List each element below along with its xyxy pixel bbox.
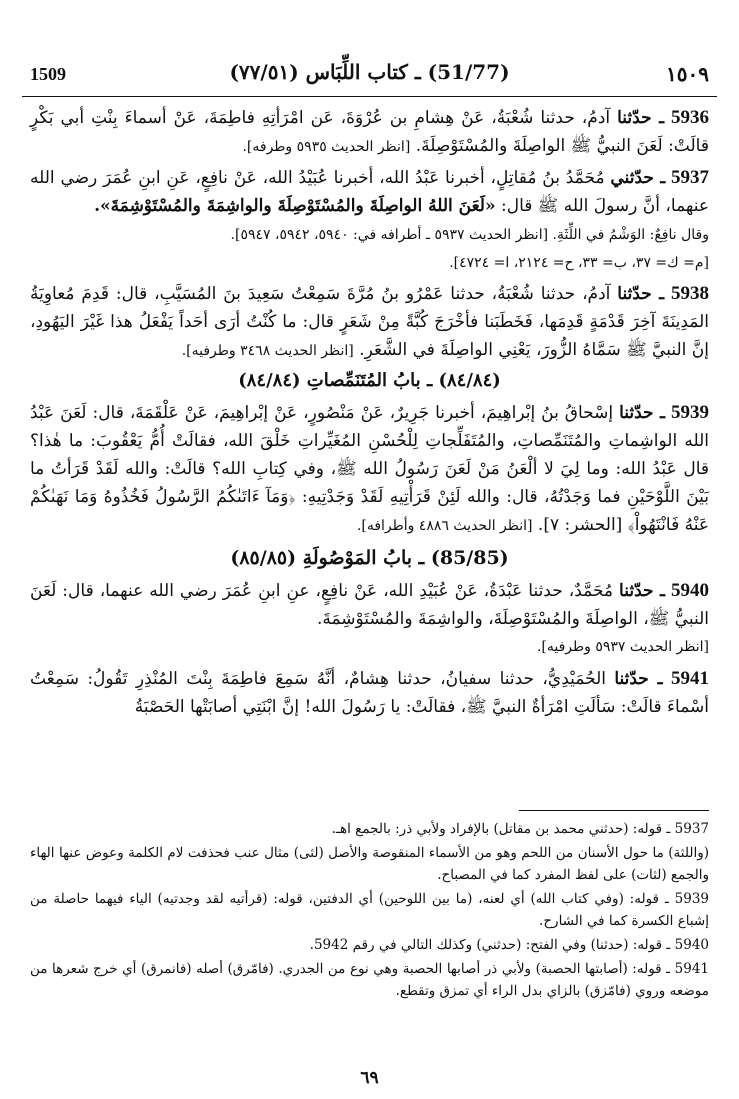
running-title: (51/77) ـ كتاب اللِّبَاس (٧٧/٥١) (229, 60, 510, 84)
footnote: (واللثة) ما حول الأسنان من اللحم وهو من الأسماء المنقوصة والأصل (لثى) مثال عنب فحذفت لام الكلمة وعوض عنها الهاء والجمع (لثات) على لفظ المفرد كما في المصباح. (30, 845, 709, 883)
page-header (22, 56, 717, 96)
footnote: 5937 ـ قوله: (حدثني محمد بن مقاتل) بالإفراد ولأبي ذر: بالجمع اهـ. (331, 821, 709, 837)
hadith-5938: 5938 ـ حدّثنا آدمُ، حدثنا شُعْبَةُ، حدثنا عَمْرُو بنُ مُرَّةَ سَمِعْتُ سَعِيدَ بنَ المُسَيَّبِ، قال: قَدِمَ مُعاوِيَةُ المَدِينَةَ آخِرَ قَدْمَةٍ قَدِمَها، فَخَطَبَنا فأخْرَجَ كُبَّةً مِنْ شَعَرٍ قال: ما كُنْتُ أرَى أحَداً يَفْعَلُ هذا غَيْرَ اليَهُودِ، إنَّ النبيَّ ﷺ سَمَّاهُ الزُّورَ، يَعْنِي الواصِلَةَ في الشَّعَرِ. [انظر الحديث ٣٤٦٨ وطرفيه]. (30, 283, 710, 360)
page-number-latin: 1509 (30, 64, 66, 84)
hadith-5937-note: وقال نافِعٌ: الوَشْمُ في اللِّثَةِ. [انظر الحديث ٥٩٣٧ ـ أطرافه في: ٥٩٤٠، ٥٩٤٢، ٥٩٤٧]. (230, 227, 709, 243)
main-text (30, 104, 709, 725)
header-rule (22, 96, 717, 97)
footnote: 5941 ـ قوله: (أصابتها الحصبة) ولأبي ذر أصابها الحصبة وهي نوع من الجدري. (فامّرق) أصله (فانمرق) أي خرج شعرها من موضعه وروي (فامّزق) بالزاي بدل الراء أي تمزق وتقطع. (30, 961, 709, 999)
footnote: 5940 ـ قوله: (حدثنا) وفي الفتح: (حدثني) وكذلك التالي في رقم 5942. (309, 937, 709, 953)
page-number-arabic: ١٥٠٩ (666, 62, 709, 86)
hadith-5941: 5941 ـ حدّثنا الحُمَيْدِيُّ، حدثنا سفيانُ، حدثنا هِشامٌ، أنَّهُ سَمِعَ فاطِمَةَ بِنْتَ المُنْذِرِ تَقُولُ: سَمِعْتُ أسْماءَ قالَتْ: سَألَتِ امْرَأةٌ النبيَّ ﷺ، فقالَتْ: يا رَسُولَ الله! إنَّ ابْنَتِي أصابَتْها الحَصْبَةُ (30, 668, 710, 717)
hadith-5937-ref: [م= ك= ٣٧، ب= ٣٣، ح= ٢١٢٤، ا= ٤٧٢٤]. (449, 255, 709, 271)
hadith-5939: 5939 ـ حدّثنا إسْحاقُ بنُ إبْراهِيمَ، أخبرنا جَرِيرٌ، عَنْ مَنْصُورٍ، عَنْ إبْراهِيمَ، عَنْ عَلْقَمَةَ، قال: لَعَنَ عَبْدُ الله الواشِماتِ والمُتَنَمِّصاتِ، والمُتَفَلِّجاتِ لِلْحُسْنِ المُغَيِّراتِ خَلْقَ الله، فقالَتْ أُمُّ يَعْقُوبَ: ما هٰذا؟ قال عَبْدُ الله: وما لِيَ لا ألْعَنُ مَنْ لَعَنَ رَسُولُ الله ﷺ، وفي كِتابِ الله؟ قالَتْ: والله لَقَدْ قَرَأتُ ما بَيْنَ اللَّوْحَيْنِ فما وَجَدْتُهُ، قال: والله لَئِنْ قَرَأْتِيهِ لَقَدْ وَجَدْتِيهِ: ﴿وَمَآ ءَاتَىٰكُمُ الرَّسُولُ فَخُذُوهُ وَمَا نَهَىٰكُمْ عَنْهُ فَانْتَهُواْ﴾ [الحشر: ٧]. [انظر الحديث ٤٨٨٦ وأطرافه]. (30, 402, 710, 535)
hadith-5936: 5936 ـ حدّثنا آدمُ، حدثنا شُعْبَةُ، عَنْ هِشامِ بن عُرْوَةَ، عَن امْرَأتِهِ فاطِمَةَ، عَنْ أسماءَ بِنْتِ أبي بَكْرٍ قالَتْ: لَعَنَ النبيُّ ﷺ الواصِلَةَ والمُسْتَوْصِلَةَ. [انظر الحديث ٥٩٣٥ وطرفه]. (30, 107, 710, 156)
hadith-5940: 5940 ـ حدّثنا مُحَمَّدٌ، حدثنا عَبْدَةُ، عَنْ عُبَيْدِ الله، عَنْ نافِعٍ، عنِ ابنِ عُمَرَ رضي الله عنهما، قال: لَعَنَ النبيُّ ﷺ، الواصِلَةَ والمُسْتَوْصِلَةَ، والواشِمَةَ والمُسْتَوْشِمَةَ. (30, 580, 710, 629)
page-bottom-number: ٦٩ (360, 1068, 379, 1088)
chapter-85-heading: (85/85) ـ بابُ المَوْصُولَةِ (٨٥/٨٥) (230, 547, 509, 569)
footnote: 5939 ـ قوله: (وفي كتاب الله) أي لعنه، (ما بين اللوحين) أي الدفتين، قوله: (قرأتيه لقد وجدتيه) الياء فيهما حاصلة من إشباع الكسرة كما في الشارح. (30, 891, 709, 929)
hadith-5937: 5937 ـ حدّثني مُحَمَّدُ بنُ مُقاتِلٍ، أخبرنا عَبْدُ الله، أخبرنا عُبَيْدُ الله، عَنْ نافِعٍ، عَنِ ابنِ عُمَرَ رضي الله عنهما، أنَّ رسولَ الله ﷺ قال: «لَعَنَ اللهُ الواصِلَةَ والمُسْتَوْصِلَةَ والواشِمَةَ والمُسْتَوْشِمَةَ». (30, 167, 709, 216)
footnotes (30, 818, 709, 1004)
hadith-5940-ref: [انظر الحديث ٥٩٣٧ وطرفيه]. (536, 639, 709, 655)
chapter-84-heading: (٨٤/٨٤) ـ بابُ المُتَنَمِّصاتِ (٨٤/٨٤) (238, 370, 501, 391)
footnote-rule (519, 810, 709, 811)
